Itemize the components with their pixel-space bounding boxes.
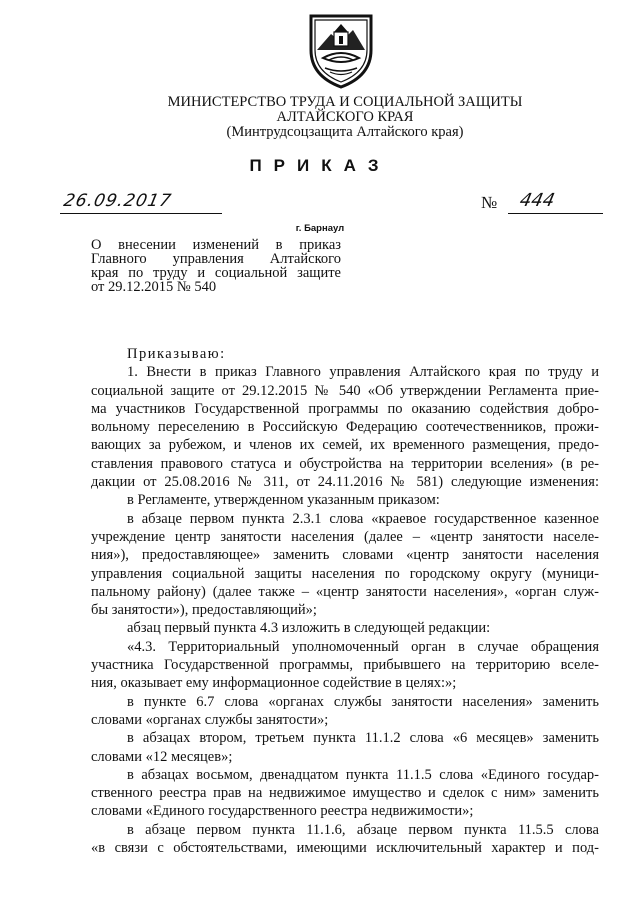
ministry-name-line-2: АЛТАЙСКОГО КРАЯ — [276, 109, 414, 125]
body-line: пальному району) (далее также – «центр занятости населения», «орган служ- — [91, 583, 599, 600]
body-line: социальной защите от 29.12.2015 № 540 «Об утверждении Регламента прие- — [91, 382, 599, 399]
number-label: № — [481, 193, 498, 212]
body-line: «в связи с обстоятельствами, имеющими исключительный характер и под- — [91, 840, 599, 857]
body-line: словами «органах службы занятости»; — [91, 711, 329, 728]
subject-line: О внесении изменений в приказ — [91, 237, 341, 253]
body-line: вающих за рубежом, и членов их семей, их временного размещения, предо- — [91, 437, 599, 454]
body-line: участника Государственной программы, прибывшего на территорию вселе- — [91, 657, 599, 674]
document-type-title: ПРИКАЗ — [249, 156, 391, 175]
order-body — [91, 345, 599, 857]
body-line: в абзаце первом пункта 11.1.6, абзаце первом пункта 11.5.5 слова — [127, 821, 599, 838]
body-line: дакции от 25.08.2016 № 311, от 24.11.2016 № 581) следующие изменения: — [91, 474, 599, 491]
body-line: бы занятости»), предоставляющий»; — [91, 602, 317, 619]
city-name: г. Барнаул — [295, 223, 345, 234]
order-subject — [91, 238, 341, 294]
body-line: «4.3. Территориальный уполномоченный орган в случае обращения — [127, 638, 599, 655]
subject-line: Главного управления Алтайского — [91, 251, 341, 267]
body-line: в Регламенте, утвержденном указанным приказом: — [127, 492, 440, 509]
coat-of-arms-icon — [303, 10, 379, 90]
body-line: ственного реестра прав на недвижимое имущество и сделок с ним» заменить — [91, 785, 599, 802]
body-line: словами «Единого государственного реестра недвижимости»; — [91, 803, 474, 820]
order-number: 444 — [517, 190, 557, 211]
subject-line: от 29.12.2015 № 540 — [91, 279, 217, 295]
order-directive: Приказываю: — [127, 346, 226, 362]
order-number-field — [508, 190, 603, 214]
body-line: ния, оказывает ему информационное содействие в целях:»; — [91, 675, 457, 692]
body-line: вольному переселению в Российскую Федерацию соотечественников, прожи- — [91, 419, 599, 436]
body-line: ния»), предоставляющее» заменить словами «центр занятости населения — [91, 547, 599, 564]
order-date-field — [60, 193, 222, 214]
subject-line: края по труду и социальной защите — [91, 265, 341, 281]
body-line: управления социальной защиты населения по городскому округу (муници- — [91, 565, 599, 582]
body-line: ма участников Государственной программы по оказанию содействия добро- — [91, 400, 599, 417]
body-line: в пункте 6.7 слова «органах службы занятости населения» заменить — [127, 693, 599, 710]
order-date: 26.09.2017 — [61, 191, 174, 211]
body-line: ставления правового статуса и обустройства на территории вселения» (в ре- — [91, 455, 599, 472]
body-line: в абзацах восьмом, двенадцатом пункта 11.1.5 слова «Единого государ- — [127, 766, 599, 783]
body-line: в абзаце первом пункта 2.3.1 слова «краевое государственное казенное — [127, 510, 599, 527]
ministry-short-name: (Минтрудсоцзащита Алтайского края) — [226, 124, 464, 140]
body-line: учреждение центр занятости населения (далее – «центр занятости населе- — [91, 528, 599, 545]
ministry-name-line-1: МИНИСТЕРСТВО ТРУДА И СОЦИАЛЬНОЙ ЗАЩИТЫ — [167, 94, 523, 110]
body-line: словами «12 месяцев»; — [91, 748, 233, 765]
body-line: абзац первый пункта 4.3 изложить в следующей редакции: — [127, 620, 491, 637]
body-line: 1. Внести в приказ Главного управления Алтайского края по труду и — [127, 364, 599, 381]
body-line: в абзацах втором, третьем пункта 11.1.2 слова «6 месяцев» заменить — [127, 730, 599, 747]
